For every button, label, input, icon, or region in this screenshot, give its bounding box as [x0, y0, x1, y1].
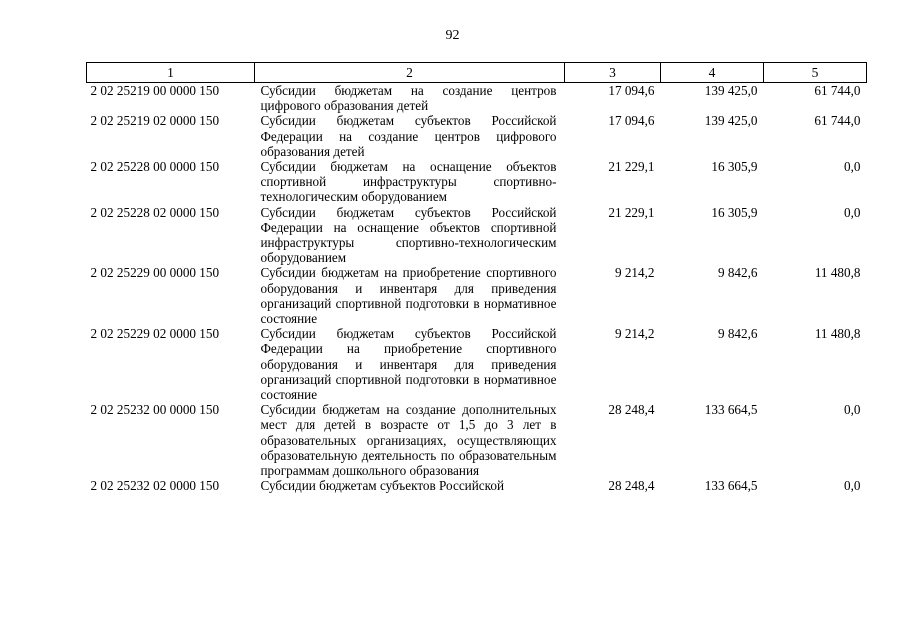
table-body [87, 83, 867, 494]
value-col-4: 16 305,9 [711, 159, 758, 175]
income-name: Субсидии бюджетам субъектов Российской Федерации на приобретение спортивного оборудования и инвентаря для приведения организаций спортивной подготовки в нормативное состояние [260, 326, 557, 403]
income-code: 2 02 25232 02 0000 150 [90, 478, 220, 494]
value-col-4: 133 664,5 [704, 402, 758, 418]
value-col-4: 9 842,6 [717, 326, 758, 342]
value-col-5: 0,0 [844, 204, 861, 220]
value-col-5: 11 480,8 [814, 265, 861, 281]
value-col-3: 21 229,1 [608, 204, 655, 220]
table-row [87, 113, 867, 159]
table-row [87, 205, 867, 266]
column-header-1: 1 [87, 63, 255, 83]
value-col-3: 17 094,6 [608, 113, 655, 129]
income-name: Субсидии бюджетам на приобретение спортивного оборудования и инвентаря для приведения организаций спортивной подготовки в нормативное состояние [260, 265, 557, 327]
income-name: Субсидии бюджетам на оснащение объектов спортивной инфраструктуры спортивно-технологическим оборудованием [260, 159, 557, 205]
value-col-5: 0,0 [844, 159, 861, 175]
income-name: Субсидии бюджетам субъектов Российской [260, 478, 505, 494]
column-header-4: 4 [661, 63, 764, 83]
table-row [87, 159, 867, 205]
value-col-5: 0,0 [844, 402, 861, 418]
page-number: 92 [445, 28, 460, 43]
value-col-4: 133 664,5 [704, 478, 758, 494]
value-col-5: 61 744,0 [814, 83, 861, 98]
value-col-4: 9 842,6 [717, 265, 758, 281]
income-name: Субсидии бюджетам на создание дополнительных мест для детей в возрасте от 1,5 до 3 лет в образовательных организациях, осуществляющих образовательную деятельность по образовательным программам дошкольного образования [260, 402, 557, 479]
table-row [87, 265, 867, 326]
income-code: 2 02 25228 02 0000 150 [90, 204, 220, 220]
table-row [87, 326, 867, 402]
value-col-5: 61 744,0 [814, 113, 861, 129]
value-col-4: 16 305,9 [711, 204, 758, 220]
column-header-5: 5 [764, 63, 867, 83]
income-code: 2 02 25219 00 0000 150 [90, 83, 220, 98]
value-col-3: 9 214,2 [614, 265, 655, 281]
table-header [87, 63, 867, 83]
column-header-3: 3 [565, 63, 661, 83]
income-code: 2 02 25232 00 0000 150 [90, 402, 220, 418]
budget-table [86, 62, 867, 493]
table-row [87, 83, 867, 114]
value-col-3: 28 248,4 [608, 402, 655, 418]
income-name: Субсидии бюджетам субъектов Российской Федерации на создание центров цифрового образования детей [260, 113, 557, 159]
column-header-2: 2 [255, 63, 565, 83]
table-row [87, 478, 867, 493]
value-col-3: 28 248,4 [608, 478, 655, 494]
income-name: Субсидии бюджетам на создание центров цифрового образования детей [260, 83, 557, 114]
header-row [87, 63, 867, 83]
value-col-4: 139 425,0 [704, 83, 758, 98]
value-col-4: 139 425,0 [704, 113, 758, 129]
value-col-5: 11 480,8 [814, 326, 861, 342]
value-col-3: 17 094,6 [608, 83, 655, 98]
income-name: Субсидии бюджетам субъектов Российской Федерации на оснащение объектов спортивной инфраструктуры спортивно-технологическим оборудованием [260, 204, 557, 266]
income-code: 2 02 25229 02 0000 150 [90, 326, 220, 342]
value-col-3: 21 229,1 [608, 159, 655, 175]
value-col-3: 9 214,2 [614, 326, 655, 342]
income-code: 2 02 25229 00 0000 150 [90, 265, 220, 281]
income-code: 2 02 25219 02 0000 150 [90, 113, 220, 129]
income-code: 2 02 25228 00 0000 150 [90, 159, 220, 175]
table-row [87, 402, 867, 478]
value-col-5: 0,0 [844, 478, 861, 494]
